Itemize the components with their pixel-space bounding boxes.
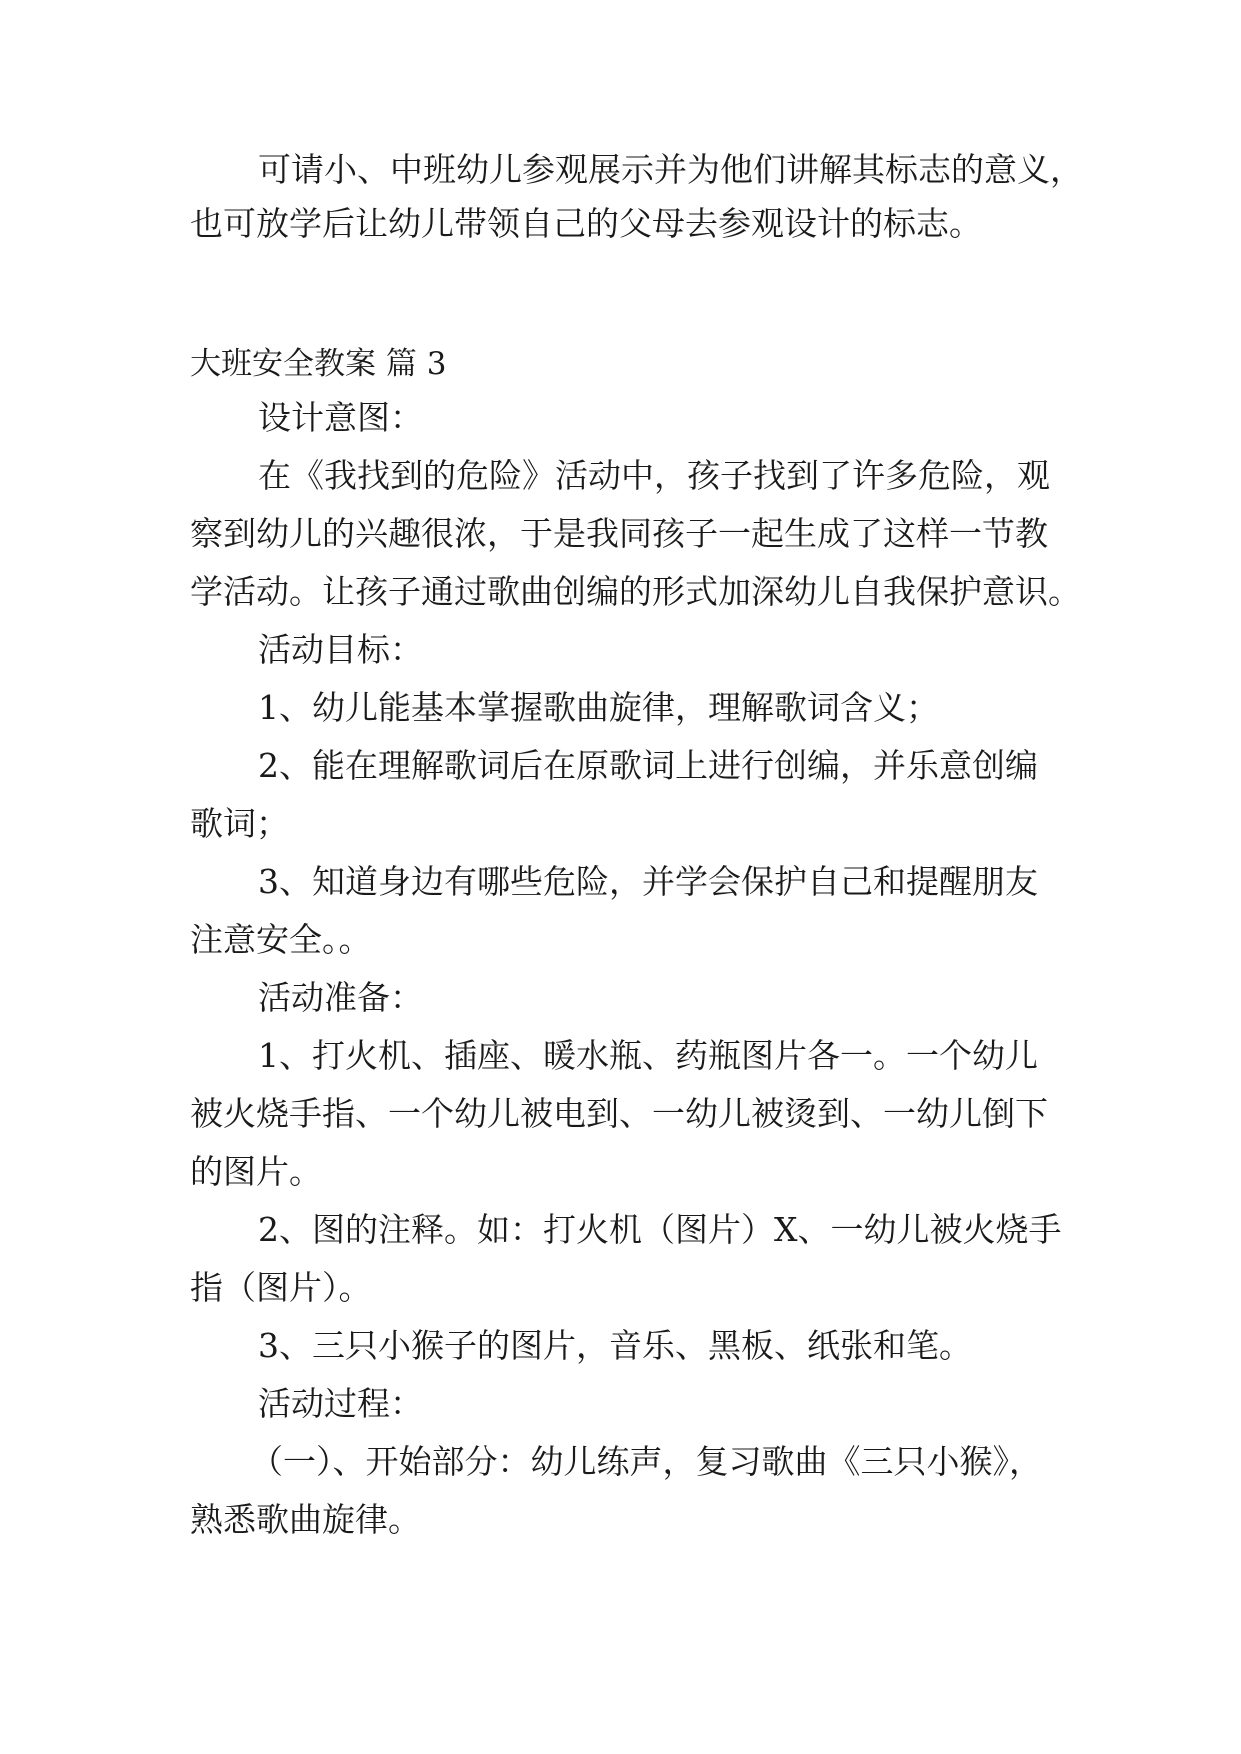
preparation-heading: 活动准备： [258, 978, 423, 1017]
goal-item-3-cont: 注意安全。。 [190, 920, 372, 959]
paragraph-line: 也可放学后让幼儿带领自己的父母去参观设计的标志。 [190, 204, 982, 243]
goal-item-2: 2、能在理解歌词后在原歌词上进行创编，并乐意创编 [258, 746, 1038, 785]
process-item-1-cont: 熟悉歌曲旋律。 [190, 1500, 421, 1539]
design-intent-heading: 设计意图： [258, 398, 423, 437]
preparation-item-2: 2、图的注释。如：打火机（图片）X、一幼儿被火烧手 [258, 1210, 1062, 1249]
paragraph-line: 在《我找到的危险》活动中，孩子找到了许多危险，观 [258, 456, 1050, 495]
goals-heading: 活动目标： [258, 630, 423, 669]
paragraph-line: 察到幼儿的兴趣很浓，于是我同孩子一起生成了这样一节教 [190, 514, 1048, 553]
preparation-item-2-cont: 指（图片）。 [190, 1268, 372, 1307]
process-item-1: （一）、开始部分：幼儿练声，复习歌曲《三只小猴》， [250, 1442, 1042, 1481]
preparation-item-1: 1、打火机、插座、暖水瓶、药瓶图片各一。一个幼儿 [258, 1036, 1038, 1075]
paragraph-line: 学活动。让孩子通过歌曲创编的形式加深幼儿自我保护意识。 [190, 572, 1081, 611]
goal-item-1: 1、幼儿能基本掌握歌曲旋律，理解歌词含义； [258, 688, 939, 727]
goal-item-3: 3、知道身边有哪些危险，并学会保护自己和提醒朋友 [258, 862, 1038, 901]
preparation-item-1-cont: 的图片。 [190, 1152, 322, 1191]
goal-item-2-cont: 歌词； [190, 804, 289, 843]
paragraph-line: 可请小、中班幼儿参观展示并为他们讲解其标志的意义， [258, 150, 1083, 189]
process-heading: 活动过程： [258, 1384, 423, 1423]
preparation-item-3: 3、三只小猴子的图片，音乐、黑板、纸张和笔。 [258, 1326, 972, 1365]
section-title: 大班安全教案 篇 3 [190, 346, 447, 382]
preparation-item-1-cont: 被火烧手指、一个幼儿被电到、一幼儿被烫到、一幼儿倒下 [190, 1094, 1048, 1133]
